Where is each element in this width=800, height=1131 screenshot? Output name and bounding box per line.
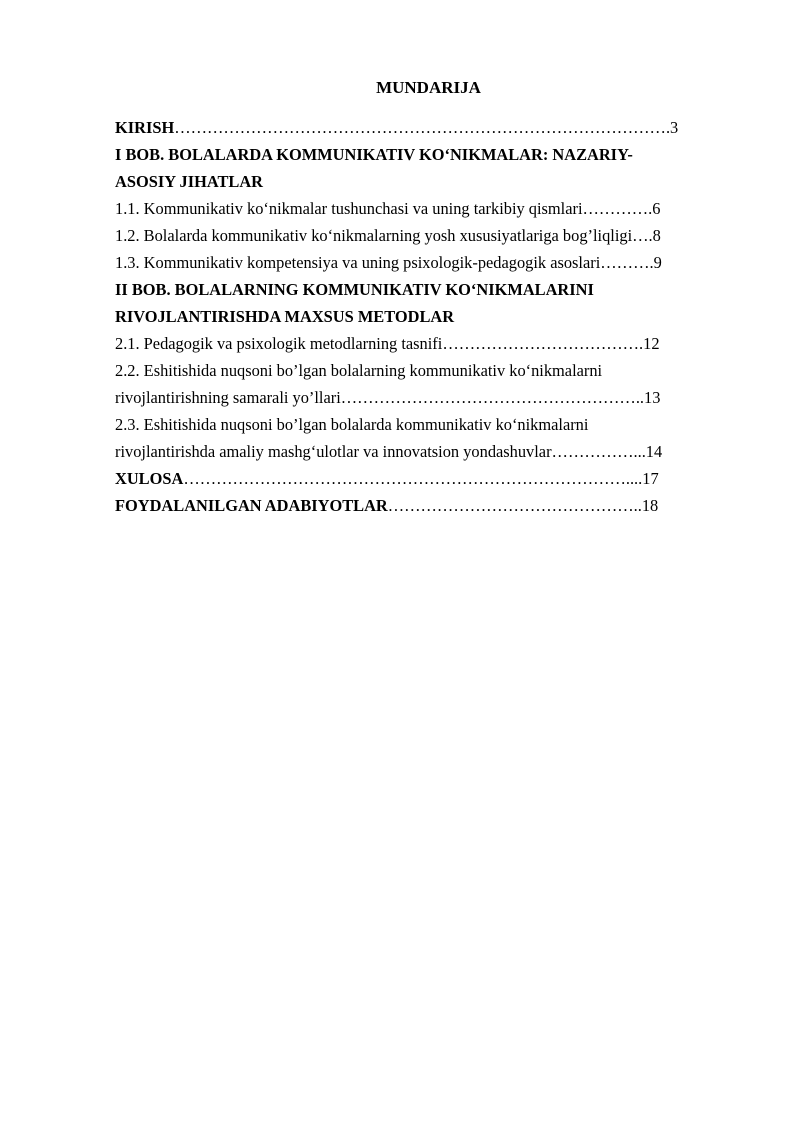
toc-entry-dots: ………………………………………………. <box>340 388 640 407</box>
toc-entry-page: .13 <box>639 388 661 407</box>
page-title: MUNDARIJA <box>376 78 481 97</box>
toc-entry-1-2[interactable] <box>115 222 741 249</box>
toc-entry-kirish[interactable] <box>115 114 741 141</box>
toc-entry-page: 3 <box>670 118 679 137</box>
toc-entry-xulosa[interactable] <box>115 465 741 492</box>
toc-entry-dots: ………………………………………………………………………... <box>183 469 639 488</box>
toc-entry-text: 1.3. Kommunikativ kompetensiya va uning psixologik-pedagogik asoslari <box>115 253 601 272</box>
toc-entry-text: rivojlantirishda amaliy mashg‘ulotlar va innovatsion yondashuvlar <box>115 442 552 461</box>
toc-entry-2-2[interactable] <box>115 357 741 384</box>
toc-entry-text: 1.2. Bolalarda kommunikativ ko‘nikmalarning yosh xususiyatlariga bog’liqligi <box>115 226 633 245</box>
toc-entry-page: 8 <box>652 226 661 245</box>
toc-entry-text: rivojlantirishning samarali yo’llari <box>115 388 341 407</box>
toc-entry-text: XULOSA <box>115 469 184 488</box>
table-of-contents <box>115 114 741 519</box>
toc-entry-dots: ………………………………. <box>442 334 644 353</box>
toc-entry-text: FOYDALANILGAN ADABIYOTLAR <box>115 496 388 515</box>
toc-entry-dots: …. <box>632 226 653 245</box>
toc-entry-text: I BOB. BOLALARDA KOMMUNIKATIV KO‘NIKMALAR: NAZARIY- <box>115 145 633 164</box>
toc-chapter-2-heading-cont[interactable] <box>115 303 741 330</box>
toc-entry-dots: ………. <box>600 253 654 272</box>
toc-entry-text: 2.2. Eshitishida nuqsoni bo’lgan bolalarning kommunikativ ko‘nikmalarni <box>115 361 603 380</box>
toc-entry-text: ASOSIY JIHATLAR <box>115 172 264 191</box>
toc-entry-text: 1.1. Kommunikativ ko‘nikmalar tushunchasi va uning tarkibiy qismlari <box>115 199 583 218</box>
toc-entry-dots: ………………………………………………………………………………. <box>174 118 671 137</box>
toc-entry-dots: …………….. <box>551 442 642 461</box>
toc-entry-page: 12 <box>643 334 660 353</box>
toc-entry-text: 2.3. Eshitishida nuqsoni bo’lgan bolalarda kommunikativ ko‘nikmalarni <box>115 415 589 434</box>
toc-entry-2-3[interactable] <box>115 411 741 438</box>
toc-entry-text: II BOB. BOLALARNING KOMMUNIKATIV KO‘NIKMALARINI <box>115 280 594 299</box>
toc-entry-page: .18 <box>637 496 659 515</box>
toc-entry-dots: ………………………………………. <box>387 496 638 515</box>
toc-entry-text: 2.1. Pedagogik va psixologik metodlarning tasnifi <box>115 334 443 353</box>
toc-entry-2-3-cont[interactable] <box>115 438 741 465</box>
toc-entry-text: RIVOJLANTIRISHDA MAXSUS METODLAR <box>115 307 455 326</box>
toc-chapter-1-heading-cont[interactable] <box>115 168 741 195</box>
toc-entry-text: KIRISH <box>115 118 175 137</box>
toc-entry-2-2-cont[interactable] <box>115 384 741 411</box>
toc-entry-page: 9 <box>653 253 662 272</box>
toc-entry-1-3[interactable] <box>115 249 741 276</box>
toc-chapter-2-heading[interactable] <box>115 276 741 303</box>
toc-entry-dots: …………. <box>582 199 653 218</box>
toc-entry-page: .14 <box>641 442 663 461</box>
toc-entry-1-1[interactable] <box>115 195 741 222</box>
toc-entry-page: .17 <box>638 469 659 488</box>
toc-chapter-1-heading[interactable] <box>115 141 741 168</box>
toc-entry-2-1[interactable] <box>115 330 741 357</box>
toc-entry-page: 6 <box>652 199 661 218</box>
toc-entry-foydalanilgan-adabiyotlar[interactable] <box>115 492 741 519</box>
